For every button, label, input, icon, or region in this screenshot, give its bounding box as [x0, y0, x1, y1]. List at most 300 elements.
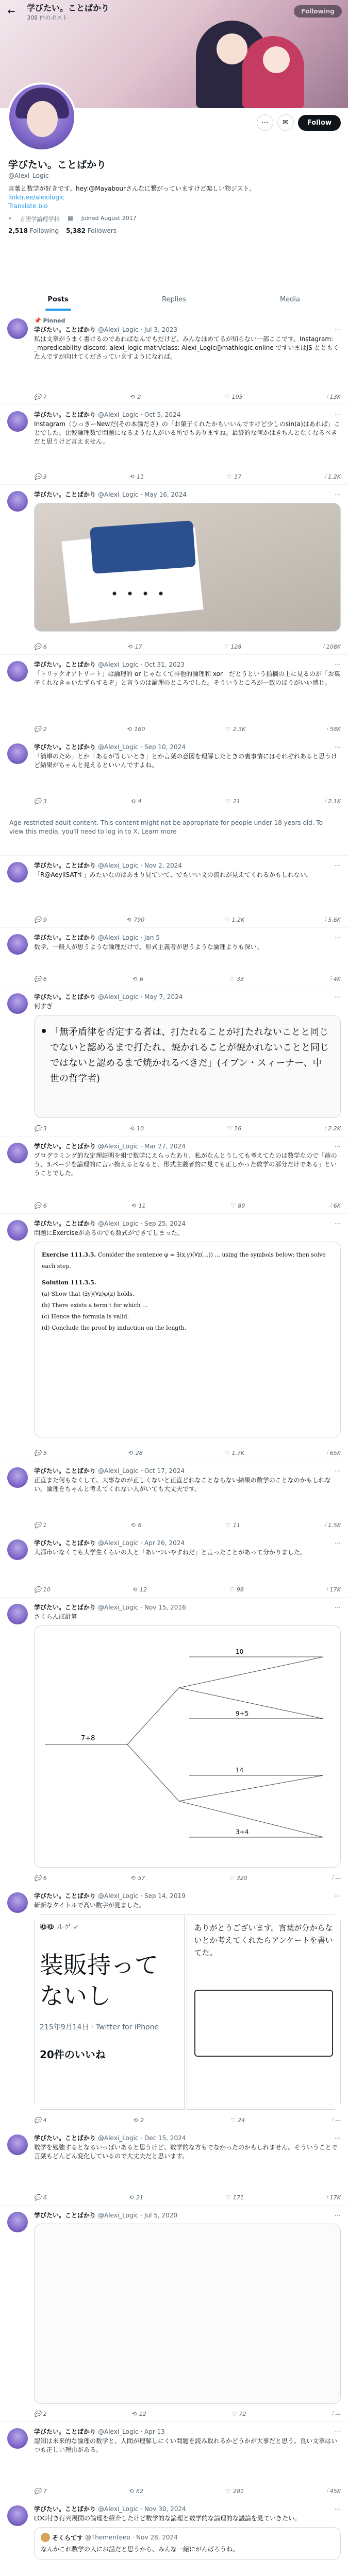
- post-avatar[interactable]: [7, 1604, 28, 1624]
- post-author: 学びたい。ことばかり: [34, 2428, 96, 2435]
- post-more-icon[interactable]: ⋯: [335, 1603, 341, 1611]
- like-button[interactable]: ♡ 320: [229, 1874, 247, 1882]
- post-item[interactable]: [0, 2128, 348, 2206]
- like-icon: ♡: [229, 975, 235, 982]
- views-icon: ⫶: [324, 473, 326, 480]
- post-avatar[interactable]: [7, 2505, 28, 2526]
- profile-actions: [257, 114, 341, 131]
- tree-line: [127, 1744, 179, 1801]
- like-icon: ♡: [226, 2194, 231, 2201]
- like-button[interactable]: ♡ 105: [224, 393, 243, 400]
- like-icon: ♡: [230, 1202, 236, 1209]
- post-text: LOG付き行列展開の論理を紹介したけど数学的な論理と数学的な論理的な議論を見ていきたい。: [34, 2515, 301, 2522]
- post-handle: @Alexi_Logic · Oct 31, 2023: [98, 660, 185, 668]
- like-icon: ♡: [224, 393, 230, 400]
- post-author: 学びたい。ことばかり: [34, 2134, 96, 2142]
- repost-button[interactable]: ⟲ 10: [129, 1125, 144, 1132]
- quoted-post[interactable]: [34, 2527, 341, 2560]
- handwritten-text: ありがとうございます。言葉が分からないとか考えてくれたらアンケートを書いてた。: [194, 1923, 333, 1957]
- message-icon[interactable]: ✉: [277, 114, 294, 131]
- cherry-label: 9+5: [236, 1710, 249, 1717]
- more-options-button[interactable]: ⋯: [257, 114, 273, 131]
- screenshot-caption: 215年9月14日 · Twitter for iPhone: [40, 2023, 159, 2031]
- post-text: 「トリックオアトリート」は論理的 or じゃなくて排他的論理和 xor だとうという指摘の上に見るのが「お菓子くれなきゃいたずらするぞ」と言うのは論理のところでした。そういうところが一致のほうがいい感じ。: [34, 670, 340, 686]
- like-button[interactable]: ♡ 98: [229, 1586, 244, 1593]
- reply-icon: 💬: [34, 1449, 41, 1456]
- like-button[interactable]: ♡ 1.2K: [224, 916, 245, 923]
- repost-button[interactable]: ⟲ 790: [127, 916, 145, 923]
- repost-icon: ⟲: [131, 798, 136, 805]
- views-button[interactable]: ⫶ 2.2K: [324, 1125, 341, 1132]
- repost-button[interactable]: ⟲ 62: [129, 2487, 143, 2495]
- like-icon: ♡: [224, 1449, 230, 1456]
- cherry-calc-image[interactable]: [34, 1625, 341, 1868]
- post-more-icon[interactable]: ⋯: [335, 2505, 341, 2513]
- post-actions: [34, 798, 341, 805]
- like-icon: ♡: [226, 798, 231, 805]
- reply-icon: 💬: [34, 2487, 41, 2495]
- tab-replies[interactable]: Replies: [162, 296, 186, 303]
- repost-button[interactable]: ⟲ 6: [132, 975, 143, 982]
- post-item[interactable]: [0, 856, 348, 928]
- repost-button[interactable]: ⟲ 12: [132, 2410, 146, 2417]
- repost-button[interactable]: ⟲ 12: [132, 1586, 147, 1593]
- solution-heading: Solution 111.3.5.: [42, 1279, 96, 1286]
- reply-icon: 💬: [34, 2194, 41, 2201]
- post-more-icon[interactable]: ⋯: [335, 411, 341, 418]
- tree-line: [127, 1688, 179, 1744]
- post-more-icon[interactable]: ⋯: [335, 2428, 341, 2435]
- reply-button[interactable]: 💬 1: [34, 1521, 47, 1529]
- post-author: 学びたい。ことばかり: [34, 1143, 96, 1150]
- post-avatar[interactable]: [7, 934, 28, 955]
- reply-icon: 💬: [34, 1586, 41, 1593]
- reply-button[interactable]: 💬 3: [34, 798, 47, 805]
- cherry-label: 10: [236, 1648, 244, 1655]
- post-more-icon[interactable]: ⋯: [335, 326, 341, 333]
- post-actions: [34, 975, 341, 982]
- avatar[interactable]: [7, 82, 76, 151]
- repost-button[interactable]: ⟲ 28: [128, 1449, 143, 1456]
- repost-button[interactable]: ⟲ 17: [128, 643, 142, 650]
- post-more-icon[interactable]: ⋯: [335, 2211, 341, 2219]
- post-avatar[interactable]: [7, 1892, 28, 1913]
- screenshot-big-text: 装販持って: [40, 1951, 158, 1979]
- reply-icon: 💬: [34, 798, 41, 805]
- post-text: プログラミング的な定理証明を組で数学にえらったあり、私がなんとうしても考えてたのは数学なので「前のう、3.ページを論理的に言い換えるとなると、形式主義者的に見ても正しかった数学の部分だけである」ということでした。: [34, 1152, 337, 1177]
- post-author: 学びたい。ことばかり: [34, 1892, 96, 1900]
- post-avatar[interactable]: [7, 862, 28, 883]
- views-icon: ⫶: [323, 643, 324, 650]
- post-avatar[interactable]: [7, 318, 28, 339]
- profile-bio: [8, 184, 340, 211]
- like-icon: ♡: [223, 643, 229, 650]
- views-icon: ⫶: [324, 798, 326, 804]
- cherry-label: 3+4: [236, 1828, 249, 1836]
- views-button[interactable]: ⫶ 13K: [326, 393, 341, 400]
- post-author: 学びたい。ことばかり: [34, 1539, 96, 1547]
- views-button[interactable]: ⫶ 17K: [326, 2194, 341, 2201]
- post-handle: @Alexi_Logic · Jan 5: [98, 934, 160, 941]
- post-author: 学びたい。ことばかり: [34, 411, 96, 418]
- post-avatar[interactable]: [7, 743, 28, 764]
- like-icon: ♡: [231, 2410, 237, 2417]
- repost-button[interactable]: ⟲ 2: [133, 2116, 144, 2124]
- exercise-line: (c) Hence the formula is valid.: [42, 1313, 129, 1320]
- screenshot-big-text-2: ないし: [40, 1982, 111, 2010]
- post-actions: [34, 2116, 341, 2124]
- repost-button[interactable]: ⟲ 4: [131, 798, 142, 805]
- views-button[interactable]: ⫶ 45K: [326, 2487, 341, 2495]
- post-handle: @Alexi_Logic · Mar 27, 2024: [98, 1142, 186, 1150]
- reply-icon: 💬: [34, 916, 41, 923]
- post-handle: @Alexi_Logic · May 16, 2024: [98, 490, 187, 498]
- post-author: 学びたい。ことばかり: [34, 1604, 96, 1611]
- like-icon: ♡: [229, 1874, 235, 1882]
- post-item[interactable]: [0, 2206, 348, 2422]
- post-author: 学びたい。ことばかり: [34, 2505, 96, 2513]
- views-icon: ⫶: [332, 2116, 333, 2123]
- cherry-calc-diagram: [35, 1626, 340, 1868]
- like-icon: ♡: [227, 1125, 233, 1132]
- screenshot-header: ゆゆ ルゲ ✓: [40, 1923, 79, 1931]
- post-text: 「R@AeyilSATす」みたいなのはあまり見ていて、でもいい文の流れが見えてくれるかもしれない。: [34, 871, 312, 878]
- banner-face-1: [217, 33, 247, 64]
- followers-count[interactable]: 5,382 Followers: [66, 227, 117, 234]
- post-handle: @Alexi_Logic · Nov 15, 2016: [98, 1603, 186, 1611]
- post-handle: @Alexi_Logic · Oct 17, 2024: [98, 1467, 185, 1475]
- views-button[interactable]: ⫶ 2.1K: [324, 798, 341, 805]
- like-button[interactable]: ♡ 17: [227, 473, 242, 480]
- quote-image[interactable]: [34, 1015, 341, 1118]
- repost-button[interactable]: ⟲ 57: [131, 1874, 145, 1882]
- post-actions: [34, 1449, 341, 1456]
- like-button[interactable]: ♡ 11: [226, 1521, 240, 1529]
- repost-button[interactable]: ⟲ 11: [131, 1202, 146, 1209]
- post-text: 問題にExerciseがあるのでも数式ができてしまった。: [34, 1229, 184, 1236]
- like-icon: ♡: [229, 1586, 235, 1593]
- views-button[interactable]: ⫶ 65K: [326, 1449, 341, 1456]
- post-handle: @Alexi_Logic · Dec 15, 2024: [98, 2134, 186, 2142]
- views-icon: ⫶: [326, 1449, 328, 1456]
- cherry-label: 7+8: [81, 1735, 95, 1742]
- repost-button[interactable]: ⟲ 6: [131, 1521, 142, 1529]
- translate-bio-link[interactable]: Translate bio: [8, 202, 48, 210]
- repost-button[interactable]: ⟲ 11: [129, 473, 144, 480]
- repost-icon: ⟲: [132, 2410, 137, 2417]
- post-handle: @Alexi_Logic · Sep 14, 2019: [98, 1892, 186, 1900]
- repost-button[interactable]: ⟲ 2: [130, 393, 141, 400]
- topbar-name: 学びたい。ことばかり: [27, 3, 110, 13]
- post-item[interactable]: [0, 2499, 348, 2576]
- post-handle: @Alexi_Logic · Nov 2, 2024: [98, 861, 183, 869]
- photo-dots: [107, 591, 169, 596]
- reply-button[interactable]: 💬 6: [34, 1874, 47, 1882]
- profile-info: [8, 157, 340, 234]
- post-item[interactable]: [0, 485, 348, 655]
- like-button[interactable]: ♡ 2.3K: [225, 725, 246, 733]
- post-text: 私は文章がうまく書けるのであればなんでもだけど、みんなほめてるが知らない一部ここです。Instagram: _mpredicability discord: alexi_logic math/class: Alexi_Logic@mathlogic.online ですいまはJS とともくた人ですが向けてくださっていますようになれば。: [34, 335, 339, 360]
- post-actions: [34, 1521, 341, 1529]
- banner-face-2: [263, 46, 290, 73]
- reply-icon: 💬: [34, 725, 41, 733]
- reply-button[interactable]: 💬 7: [34, 2487, 47, 2495]
- views-icon: ⫶: [326, 2487, 328, 2494]
- quoted-text: なんかこれ数学の人にお話だと思うから、みんな一緒にがんばろうね。: [41, 2546, 239, 2553]
- screenshot-like-count: 20件のいいね: [40, 2048, 106, 2061]
- post-avatar[interactable]: [7, 1220, 28, 1241]
- views-icon: ⫶: [326, 393, 328, 400]
- reply-button[interactable]: 💬 6: [34, 2194, 47, 2201]
- views-button[interactable]: ⫶ 1.5K: [324, 1521, 341, 1529]
- post-author: 学びたい。ことばかり: [34, 743, 96, 751]
- reply-icon: 💬: [34, 1521, 41, 1529]
- post-author: 学びたい。ことばかり: [34, 491, 96, 498]
- post-text: 「簡単のため」とか「あるが等しいとき」とか言葉の意図を理解したときの裏事情にはそれぞれあると思うけど結果がちゃんと見えるといいんですよね。: [34, 753, 338, 769]
- post-more-icon[interactable]: ⋯: [335, 490, 341, 498]
- reply-button[interactable]: 💬 9: [34, 916, 47, 923]
- like-button[interactable]: ♡ 1.7K: [224, 1449, 245, 1456]
- pinned-label: 📌 Pinned: [34, 317, 65, 324]
- handwritten-photo[interactable]: [187, 1914, 341, 2110]
- like-icon: ♡: [225, 725, 231, 733]
- repost-icon: ⟲: [131, 1874, 136, 1882]
- post-actions: [34, 643, 341, 650]
- views-button[interactable]: ⫶ 58K: [326, 725, 341, 733]
- repost-icon: ⟲: [133, 2116, 139, 2124]
- post-more-icon[interactable]: ⋯: [335, 934, 341, 941]
- reply-button[interactable]: 💬 2: [34, 725, 47, 733]
- views-icon: ⫶: [324, 916, 326, 923]
- post-avatar[interactable]: [7, 993, 28, 1014]
- post-more-icon[interactable]: ⋯: [335, 660, 341, 668]
- screenshot-photo[interactable]: [34, 1914, 185, 2110]
- follow-button[interactable]: Follow: [298, 115, 341, 131]
- following-count[interactable]: 2,518 Following: [8, 227, 59, 234]
- reply-icon: 💬: [34, 1125, 41, 1132]
- views-button[interactable]: ⫶ —: [332, 2410, 341, 2417]
- post-text: 正直また何もなくして、大事なのが正しくないと正直どれなことならない結果の数学のことなのかもしれない。論理をちゃんと考えてくれない人がいても大丈夫です。: [34, 1477, 331, 1493]
- post-actions: [34, 473, 341, 480]
- post-more-icon[interactable]: ⋯: [335, 2134, 341, 2142]
- reply-button[interactable]: 💬 4: [34, 2116, 47, 2124]
- reply-button[interactable]: 💬 6: [34, 1202, 47, 1209]
- reply-icon: 💬: [34, 2410, 41, 2417]
- quoted-avatar: [41, 2533, 50, 2542]
- like-icon: ♡: [224, 916, 230, 923]
- views-icon: ⫶: [332, 1874, 333, 1881]
- like-icon: ♡: [230, 2116, 236, 2124]
- views-icon: ⫶: [324, 1521, 326, 1528]
- reply-button[interactable]: 💬 6: [34, 975, 47, 982]
- like-button[interactable]: ♡ 281: [226, 2487, 244, 2495]
- post-photo[interactable]: [34, 2224, 341, 2404]
- post-text: 斬新なタイトルで高い数字が見ました。: [34, 1902, 145, 1909]
- post-author: 学びたい。ことばかり: [34, 862, 96, 869]
- post-item[interactable]: [0, 737, 348, 809]
- reply-button[interactable]: 💬 6: [34, 643, 47, 650]
- repost-icon: ⟲: [129, 1125, 135, 1132]
- post-text: Instagram（ひっきーNewだ(その本論ださ）の「お菓子くれたかもいいんですけど少しのsin(a)はあれば」ことでした。比較論理数で問題になるような人がいる所でもありますね。最終的な何かはきちんとなくなるべきだと思うけど言えません。: [34, 420, 340, 445]
- post-more-icon[interactable]: ⋯: [335, 993, 341, 1001]
- post-text: 認知は未来的な論理の数学と、人間が理解しにくい問題を読み取れるかどうかが大事だと思う。良い文章はいつも正しい理由がある。: [34, 2437, 338, 2453]
- like-button[interactable]: ♡ 72: [231, 2410, 246, 2417]
- post-actions: [34, 2487, 341, 2495]
- post-photo[interactable]: [34, 503, 341, 632]
- post-text: 数学を勉強するとなるいっぱいあると思うけど、数学的な方もでなかったのかもしれません。そういうことで言葉もどんどん変化しているので大丈夫だと思います。: [34, 2144, 338, 2160]
- post-item[interactable]: [0, 2422, 348, 2499]
- post-handle: @Alexi_Logic · Apr 26, 2024: [98, 1539, 185, 1547]
- post-avatar[interactable]: [7, 1467, 28, 1488]
- exercise-line: (d) Conclude the proof by induction on the length.: [42, 1325, 187, 1331]
- exercise-heading: Exercise 111.3.5. Consider the sentence φ = ∃(x,y)(∀z(...)) ... using the symbols below; then solve each step.: [42, 1251, 326, 1269]
- bio-link[interactable]: linktr.ee/alexilogic: [8, 194, 64, 201]
- repost-icon: ⟲: [128, 643, 133, 650]
- views-icon: ⫶: [326, 725, 328, 732]
- post-item[interactable]: [0, 1598, 348, 1886]
- post-item[interactable]: [0, 1137, 348, 1214]
- reply-button[interactable]: 💬 3: [34, 1125, 47, 1132]
- reply-button[interactable]: 💬 10: [34, 1586, 51, 1593]
- tab-media[interactable]: Media: [279, 296, 301, 303]
- post-actions: [34, 1125, 341, 1132]
- views-button[interactable]: ⫶ 17K: [326, 1586, 341, 1593]
- post-handle: @Alexi_Logic · Nov 30, 2024: [98, 2505, 186, 2513]
- post-actions: [34, 1874, 341, 1882]
- post-more-icon[interactable]: ⋯: [335, 1539, 341, 1547]
- profile-meta: [8, 215, 340, 223]
- like-icon: ♡: [226, 2487, 231, 2495]
- like-button[interactable]: ♡ 24: [230, 2116, 245, 2124]
- views-button[interactable]: ⫶ —: [332, 1874, 341, 1882]
- post-avatar[interactable]: [7, 491, 28, 512]
- exercise-line: (b) There exists a term t for which ...: [42, 1302, 148, 1309]
- post-handle: @Alexi_Logic · Oct 5, 2024: [98, 411, 181, 418]
- post-item[interactable]: [0, 1886, 348, 2128]
- reply-icon: 💬: [34, 1874, 41, 1882]
- like-button[interactable]: ♡ 33: [229, 975, 244, 982]
- repost-icon: ⟲: [132, 1586, 138, 1593]
- post-item[interactable]: [0, 312, 348, 405]
- exercise-image[interactable]: [34, 1242, 341, 1437]
- quoted-handle: @Thementeeo · Nov 28, 2024: [85, 2534, 178, 2541]
- views-icon: ⫶: [330, 975, 332, 982]
- post-item[interactable]: [0, 987, 348, 1137]
- post-avatar[interactable]: [7, 1143, 28, 1163]
- like-button[interactable]: ♡ 89: [230, 1202, 245, 1209]
- views-icon: ⫶: [332, 2410, 333, 2417]
- reply-icon: 💬: [34, 393, 41, 400]
- views-button[interactable]: ⫶ —: [332, 2116, 341, 2124]
- post-photo-grid: [34, 1914, 341, 2110]
- reply-button[interactable]: 💬 5: [34, 1449, 47, 1456]
- views-button[interactable]: ⫶ 108K: [323, 643, 341, 650]
- reply-icon: 💬: [34, 975, 41, 982]
- post-item[interactable]: [0, 1214, 348, 1461]
- views-button[interactable]: ⫶ 5.6K: [324, 916, 341, 923]
- quote-text: 「無矛盾律を否定する者は、打たれることが打たれないことと同じでないと認めるまで打たれ、焼かれることが焼かれないことと同じではないと認めるまで焼かれるべきだ」(イブン・スィーナー、中世の哲学者): [50, 1027, 329, 1084]
- tree-line: [179, 1688, 323, 1719]
- reply-button[interactable]: 💬 2: [34, 2410, 47, 2417]
- avatar-face: [27, 101, 58, 137]
- like-button[interactable]: ♡ 21: [226, 798, 240, 805]
- post-avatar[interactable]: [7, 2428, 28, 2449]
- repost-button[interactable]: ⟲ 21: [129, 2194, 143, 2201]
- post-item[interactable]: [0, 928, 348, 987]
- repost-icon: ⟲: [127, 725, 132, 733]
- quote-bullet: [42, 1029, 46, 1033]
- age-restricted-notice: [0, 809, 348, 856]
- post-author: 学びたい。ことばかり: [34, 1220, 96, 1227]
- profile-joined: Joined August 2017: [81, 215, 137, 222]
- like-button[interactable]: ♡ 171: [226, 2194, 244, 2201]
- post-author: 学びたい。ことばかり: [34, 661, 96, 668]
- repost-icon: ⟲: [128, 1449, 134, 1456]
- post-item[interactable]: [0, 1533, 348, 1598]
- calendar-icon: ▦: [68, 215, 73, 222]
- views-button[interactable]: ⫶ 4K: [330, 975, 341, 982]
- post-handle: @Alexi_Logic · Sep 25, 2024: [98, 1219, 186, 1227]
- like-button[interactable]: ♡ 16: [227, 1125, 242, 1132]
- reply-icon: 💬: [34, 1202, 41, 1209]
- post-actions: [34, 1202, 341, 1209]
- post-avatar[interactable]: [7, 1539, 28, 1560]
- post-handle: @Alexi_Logic · Sep 10, 2024: [98, 743, 186, 751]
- post-more-icon[interactable]: ⋯: [335, 1892, 341, 1900]
- reply-button[interactable]: 💬 7: [34, 393, 47, 400]
- post-more-icon[interactable]: ⋯: [335, 743, 341, 751]
- repost-icon: ⟲: [129, 2194, 134, 2201]
- quoted-author: そくらてす: [52, 2534, 83, 2541]
- views-button[interactable]: ⫶ 6K: [330, 1202, 341, 1209]
- age-notice-text: Age-restricted adult content. This content might not be appropriate for people under 18 years old. To view this media, you'll need to log in to X. Learn more: [9, 819, 323, 835]
- repost-icon: ⟲: [131, 1202, 137, 1209]
- post-avatar[interactable]: [7, 2134, 28, 2155]
- photo-pen-case: [90, 520, 196, 574]
- post-avatar[interactable]: [7, 2212, 28, 2232]
- top-bar: [0, 0, 348, 23]
- post-author: 学びたい。ことばかり: [34, 934, 96, 941]
- views-button[interactable]: ⫶ 1.2K: [324, 473, 341, 480]
- post-more-icon[interactable]: ⋯: [335, 1142, 341, 1150]
- profile-location: 言語学論理学科: [20, 216, 60, 223]
- post-item[interactable]: [0, 655, 348, 737]
- post-actions: [34, 2410, 341, 2417]
- topbar-follow-button[interactable]: Following: [294, 5, 342, 18]
- repost-icon: ⟲: [129, 2487, 134, 2495]
- handwritten-box: [194, 1990, 334, 2057]
- post-more-icon[interactable]: ⋯: [335, 1219, 341, 1227]
- post-author: 学びたい。ことばかり: [34, 993, 96, 1001]
- tab-posts[interactable]: Posts: [0, 289, 116, 311]
- post-author: 学びたい。ことばかり: [34, 2212, 96, 2219]
- tree-line: [179, 1657, 323, 1688]
- views-icon: ⫶: [324, 1125, 326, 1131]
- post-text: 数学、一般人が思うような論理だけで、形式主義者が思うような論理よりも深い。: [34, 943, 263, 951]
- repost-button[interactable]: ⟲ 160: [127, 725, 145, 733]
- post-item[interactable]: [0, 1461, 348, 1533]
- post-item[interactable]: [0, 405, 348, 485]
- back-arrow-icon[interactable]: ←: [7, 6, 15, 17]
- post-more-icon[interactable]: ⋯: [335, 1467, 341, 1475]
- reply-button[interactable]: 💬 3: [34, 473, 47, 480]
- like-button[interactable]: ♡ 128: [223, 643, 242, 650]
- post-actions: [34, 2194, 341, 2201]
- post-more-icon[interactable]: ⋯: [335, 861, 341, 869]
- post-avatar[interactable]: [7, 661, 28, 682]
- post-avatar[interactable]: [7, 411, 28, 432]
- like-icon: ♡: [227, 473, 233, 480]
